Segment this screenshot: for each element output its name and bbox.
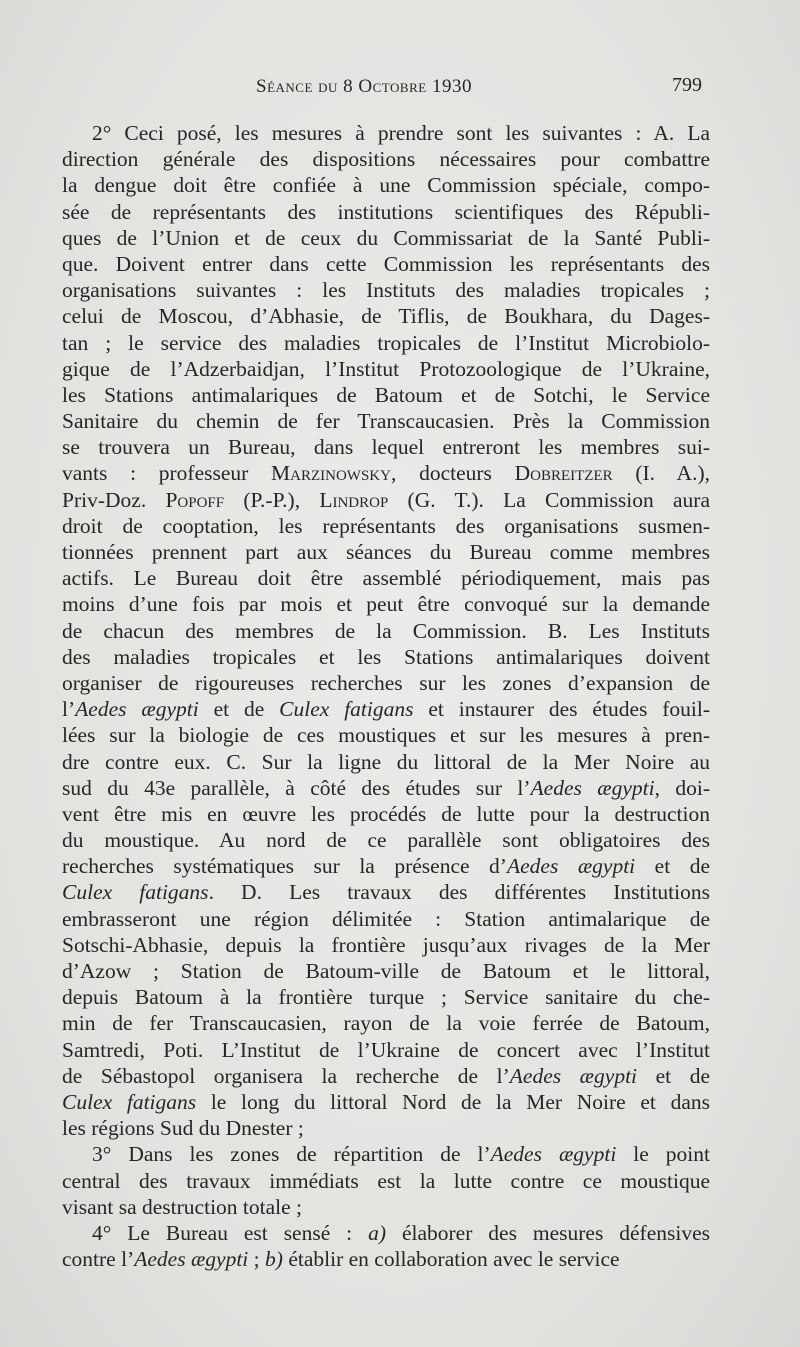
text-line: gique de l’Adzerbaidjan, l’Institut Protozoologique de l’Ukraine,	[62, 356, 710, 381]
text-line: du moustique. Au nord de ce parallèle sont obligatoires des	[62, 828, 710, 853]
text-line: organiser de rigoureuses recherches sur les zones d’expansion de	[62, 670, 710, 695]
text-line: contre l’Aedes ægypti ; b) établir en collaboration avec le service	[62, 1247, 620, 1272]
text-line: vants : professeur Marzinowsky, docteurs Dobreitzer (I. A.),	[62, 461, 710, 486]
text-line: Sanitaire du chemin de fer Transcaucasien. Près la Commission	[62, 409, 710, 434]
paragraph-point-3	[62, 1141, 710, 1220]
text-line: tionnées prennent part aux séances du Bureau comme membres	[62, 540, 710, 564]
text-line: la dengue doit être confiée à une Commission spéciale, compo-	[62, 173, 710, 198]
text-line: 3° Dans les zones de répartition de l’Aedes ægypti le point	[92, 1142, 711, 1167]
text-line: droit de cooptation, les représentants des organisations susmen-	[62, 513, 710, 538]
text-line: moins d’une fois par mois et peut être convoqué sur la demande	[62, 592, 710, 617]
page-header	[62, 70, 710, 106]
text-line: celui de Moscou, d’Abhasie, de Tiflis, de Boukhara, du Dages-	[62, 304, 710, 329]
text-line: tan ; le service des maladies tropicales de l’Institut Microbiolo-	[62, 330, 710, 355]
text-line: Culex fatigans le long du littoral Nord de la Mer Noire et dans	[62, 1089, 710, 1114]
paragraph-point-4	[62, 1220, 710, 1272]
text-line: direction générale des dispositions nécessaires pour combattre	[62, 147, 710, 172]
text-line: Culex fatigans. D. Les travaux des différentes Institutions	[62, 880, 710, 905]
text-line: embrasseront une région délimitée : Station antimalarique de	[62, 906, 710, 931]
text-line: que. Doivent entrer dans cette Commission les représentants des	[62, 251, 710, 276]
text-line: 2° Ceci posé, les mesures à prendre sont les suivantes : A. La	[92, 121, 710, 145]
text-line: Priv-Doz. Popoff (P.-P.), Lindrop (G. T.). La Commission aura	[62, 487, 710, 512]
text-line: recherches systématiques sur la présence d’Aedes ægypti et de	[62, 854, 711, 879]
text-line: min de fer Transcaucasien, rayon de la voie ferrée de Batoum,	[62, 1011, 710, 1036]
running-head: Séance du 8 Octobre 1930	[256, 76, 472, 97]
text-line: lées sur la biologie de ces moustiques et sur les mesures à pren-	[62, 723, 710, 748]
text-line: sée de représentants des institutions scientifiques des Républi-	[62, 199, 710, 224]
text-line: les régions Sud du Dnester ;	[62, 1116, 304, 1141]
text-line: central des travaux immédiats est la lutte contre ce moustique	[62, 1168, 710, 1193]
text-line: d’Azow ; Station de Batoum-ville de Batoum et le littoral,	[62, 959, 710, 983]
text-line: de Sébastopol organisera la recherche de l’Aedes ægypti et de	[62, 1063, 710, 1088]
text-line: visant sa destruction totale ;	[62, 1194, 303, 1219]
text-line: depuis Batoum à la frontière turque ; Service sanitaire du che-	[62, 985, 710, 1010]
text-line: des maladies tropicales et les Stations antimalariques doivent	[62, 644, 710, 669]
text-line: ques de l’Union et de ceux du Commissariat de la Santé Publi-	[62, 225, 710, 250]
paragraph-point-2	[62, 120, 710, 1141]
page-number: 799	[672, 74, 702, 96]
text-line: se trouvera un Bureau, dans lequel entreront les membres sui-	[62, 435, 710, 460]
text-line: sud du 43e parallèle, à côté des études sur l’Aedes ægypti, doi-	[62, 775, 710, 800]
text-line: actifs. Le Bureau doit être assemblé périodiquement, mais pas	[62, 566, 710, 591]
text-line: Sotschi-Abhasie, depuis la frontière jusqu’aux rivages de la Mer	[62, 932, 710, 957]
text-line: de chacun des membres de la Commission. B. Les Instituts	[62, 618, 710, 643]
text-line: 4° Le Bureau est sensé : a) élaborer des mesures défensives	[92, 1220, 710, 1245]
text-line: Samtredi, Poti. L’Institut de l’Ukraine de concert avec l’Institut	[62, 1037, 710, 1062]
text-line: l’Aedes ægypti et de Culex fatigans et instaurer des études fouil-	[62, 697, 711, 722]
text-line: dre contre eux. C. Sur la ligne du littoral de la Mer Noire au	[62, 749, 710, 774]
body-text	[62, 120, 710, 1272]
text-line: vent être mis en œuvre les procédés de lutte pour la destruction	[62, 801, 710, 826]
text-line: les Stations antimalariques de Batoum et de Sotchi, le Service	[62, 382, 710, 407]
text-line: organisations suivantes : les Instituts des maladies tropicales ;	[62, 278, 710, 303]
